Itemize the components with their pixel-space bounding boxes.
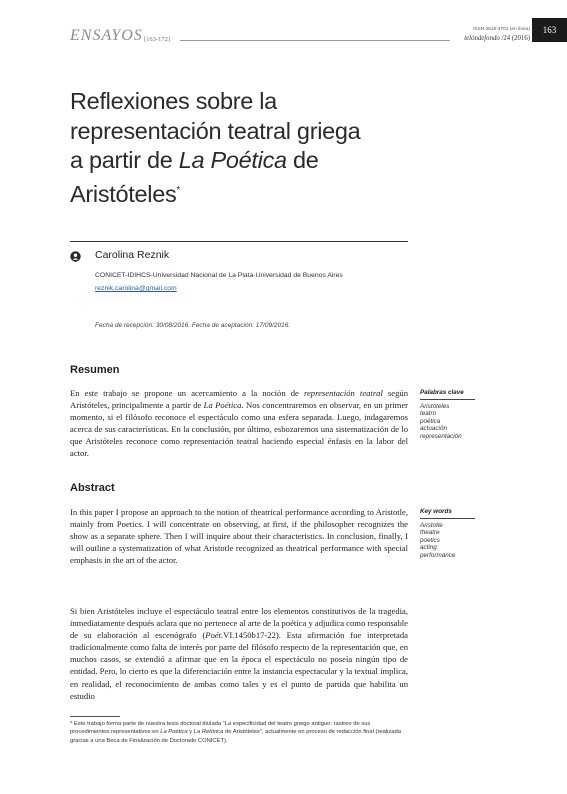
author-name: Carolina Reznik — [95, 249, 170, 261]
journal-info — [448, 35, 530, 42]
abstract-heading: Abstract — [70, 482, 115, 494]
text-emphasis: Poét. — [205, 630, 224, 641]
text-run: . Nos concentraremos en observar, en un primer momento, si el filósofo reconoce el espectáculo como una esfera separada. Luego, indagaremos acerca de sus características. En la conclusión, por último, esbozaremos una sistematización de lo que Aristóteles reconoce como representación teatral haciendo especial énfasis en la labor del actor. — [70, 400, 408, 459]
text-run: de Aristóteles”, actualmente en proceso de redacción final (realizada gracias a una Beca de Finalización de Doctorado CONICET). — [70, 729, 401, 744]
text-emphasis: La Poética — [160, 729, 188, 736]
text-run: En este trabajo se propone un acercamiento a la noción de — [70, 388, 304, 398]
resumen-paragraph — [70, 387, 408, 460]
resumen-heading: Resumen — [70, 364, 120, 376]
page-number: 163 — [532, 18, 567, 42]
body-paragraph — [70, 605, 408, 702]
text-run: Si bien Aristóteles incluye el espectáculo teatral entre los elementos constitutivos de la tragedia, inmediatamente después aclara que no pertenece al arte de la poética y adjudica como responsable de su elaboración al escenógrafo ( — [70, 606, 408, 641]
submission-dates: Fecha de recepción: 30/08/2016. Fecha de aceptación: 17/09/2016. — [95, 322, 291, 329]
keyword: teatro — [420, 410, 437, 418]
footnote-rule — [70, 716, 120, 717]
keyword: poetics — [420, 536, 440, 544]
text-run: y — [187, 729, 194, 736]
author-affiliation: CONICET-IDIHCS-Universidad Nacional de La Plata-Universidad de Buenos Aires — [95, 272, 343, 279]
title-line: de — [286, 147, 319, 174]
page-range: [163-172] — [144, 36, 170, 43]
footnote-mark: * — [176, 184, 181, 196]
text-run: VI.1450b17-22). Esta afirmación fue interpretada tradicionalmente como falta de interés por parte del filósofo respecto de la representación que, en muchos casos, se extendió a afirmar que en la época el espectáculo no poseía ningún tipo de entidad. Pero, lo cierto es que la diferenciación entre la instancia espectacular y la textual implica, en realidad, el reconocimiento de ambas como tales y es el punto de partida que habilita un estudio — [70, 630, 408, 701]
abstract-paragraph: In this paper I propose an approach to the notion of theatrical performance according to Aristotle, mainly from Poetics. I will concentrate on observing, at first, if the philosopher recognizes the show as a separate sphere. Then I will inquire about their characteristics. In conclusion, finally, I will outline a systematization of what Aristotle recognized as theatrical performance with special emphasis in the art of the actor. — [70, 507, 408, 566]
text-emphasis: La Retórica — [193, 729, 224, 736]
keyword: theatre — [420, 529, 440, 537]
text-run: según Aristóteles, principalmente a partir de — [70, 388, 408, 411]
journal-name: telóndefondo — [464, 35, 500, 42]
title-line: Reflexiones sobre la — [70, 88, 277, 114]
keyword: Aristóteles — [420, 403, 450, 410]
journal-issue: /24 (2016) — [499, 35, 530, 42]
header-rule — [180, 40, 450, 41]
keywords-es-title: Palabras clave — [420, 389, 475, 400]
author-rule — [70, 241, 408, 242]
keywords-en-title: Key words — [420, 508, 475, 519]
keyword: actuación — [420, 425, 447, 433]
footnote — [70, 720, 408, 745]
title-line: a partir de — [70, 147, 179, 174]
title-line: Aristóteles — [70, 180, 177, 207]
keyword: performance — [420, 551, 456, 559]
text-run: * Este trabajo forma parte de nuestra tesis doctoral titulada “La especificidad del teatro griego antiguo: rastreo de sus procedimientos representativos en — [70, 721, 371, 736]
text-emphasis: representación teatral — [303, 388, 383, 398]
issn: ISSN 2618-3701 (en línea) — [472, 27, 530, 32]
title-work: La Poética — [178, 147, 287, 174]
author-email-link[interactable]: reznik.carolina@gmail.com — [95, 285, 177, 292]
article-title — [70, 87, 430, 209]
keywords-es — [420, 389, 475, 440]
keyword: acting — [420, 544, 437, 552]
keyword: poética — [420, 417, 441, 425]
title-line: representación teatral griega — [70, 117, 361, 144]
section-label: ENSAYOS — [70, 27, 143, 44]
text-emphasis: La Poética — [203, 400, 242, 411]
author-orcid-icon — [70, 251, 81, 262]
keyword: representación — [420, 432, 462, 440]
keywords-en — [420, 508, 475, 559]
keyword: Aristotle — [420, 522, 443, 529]
